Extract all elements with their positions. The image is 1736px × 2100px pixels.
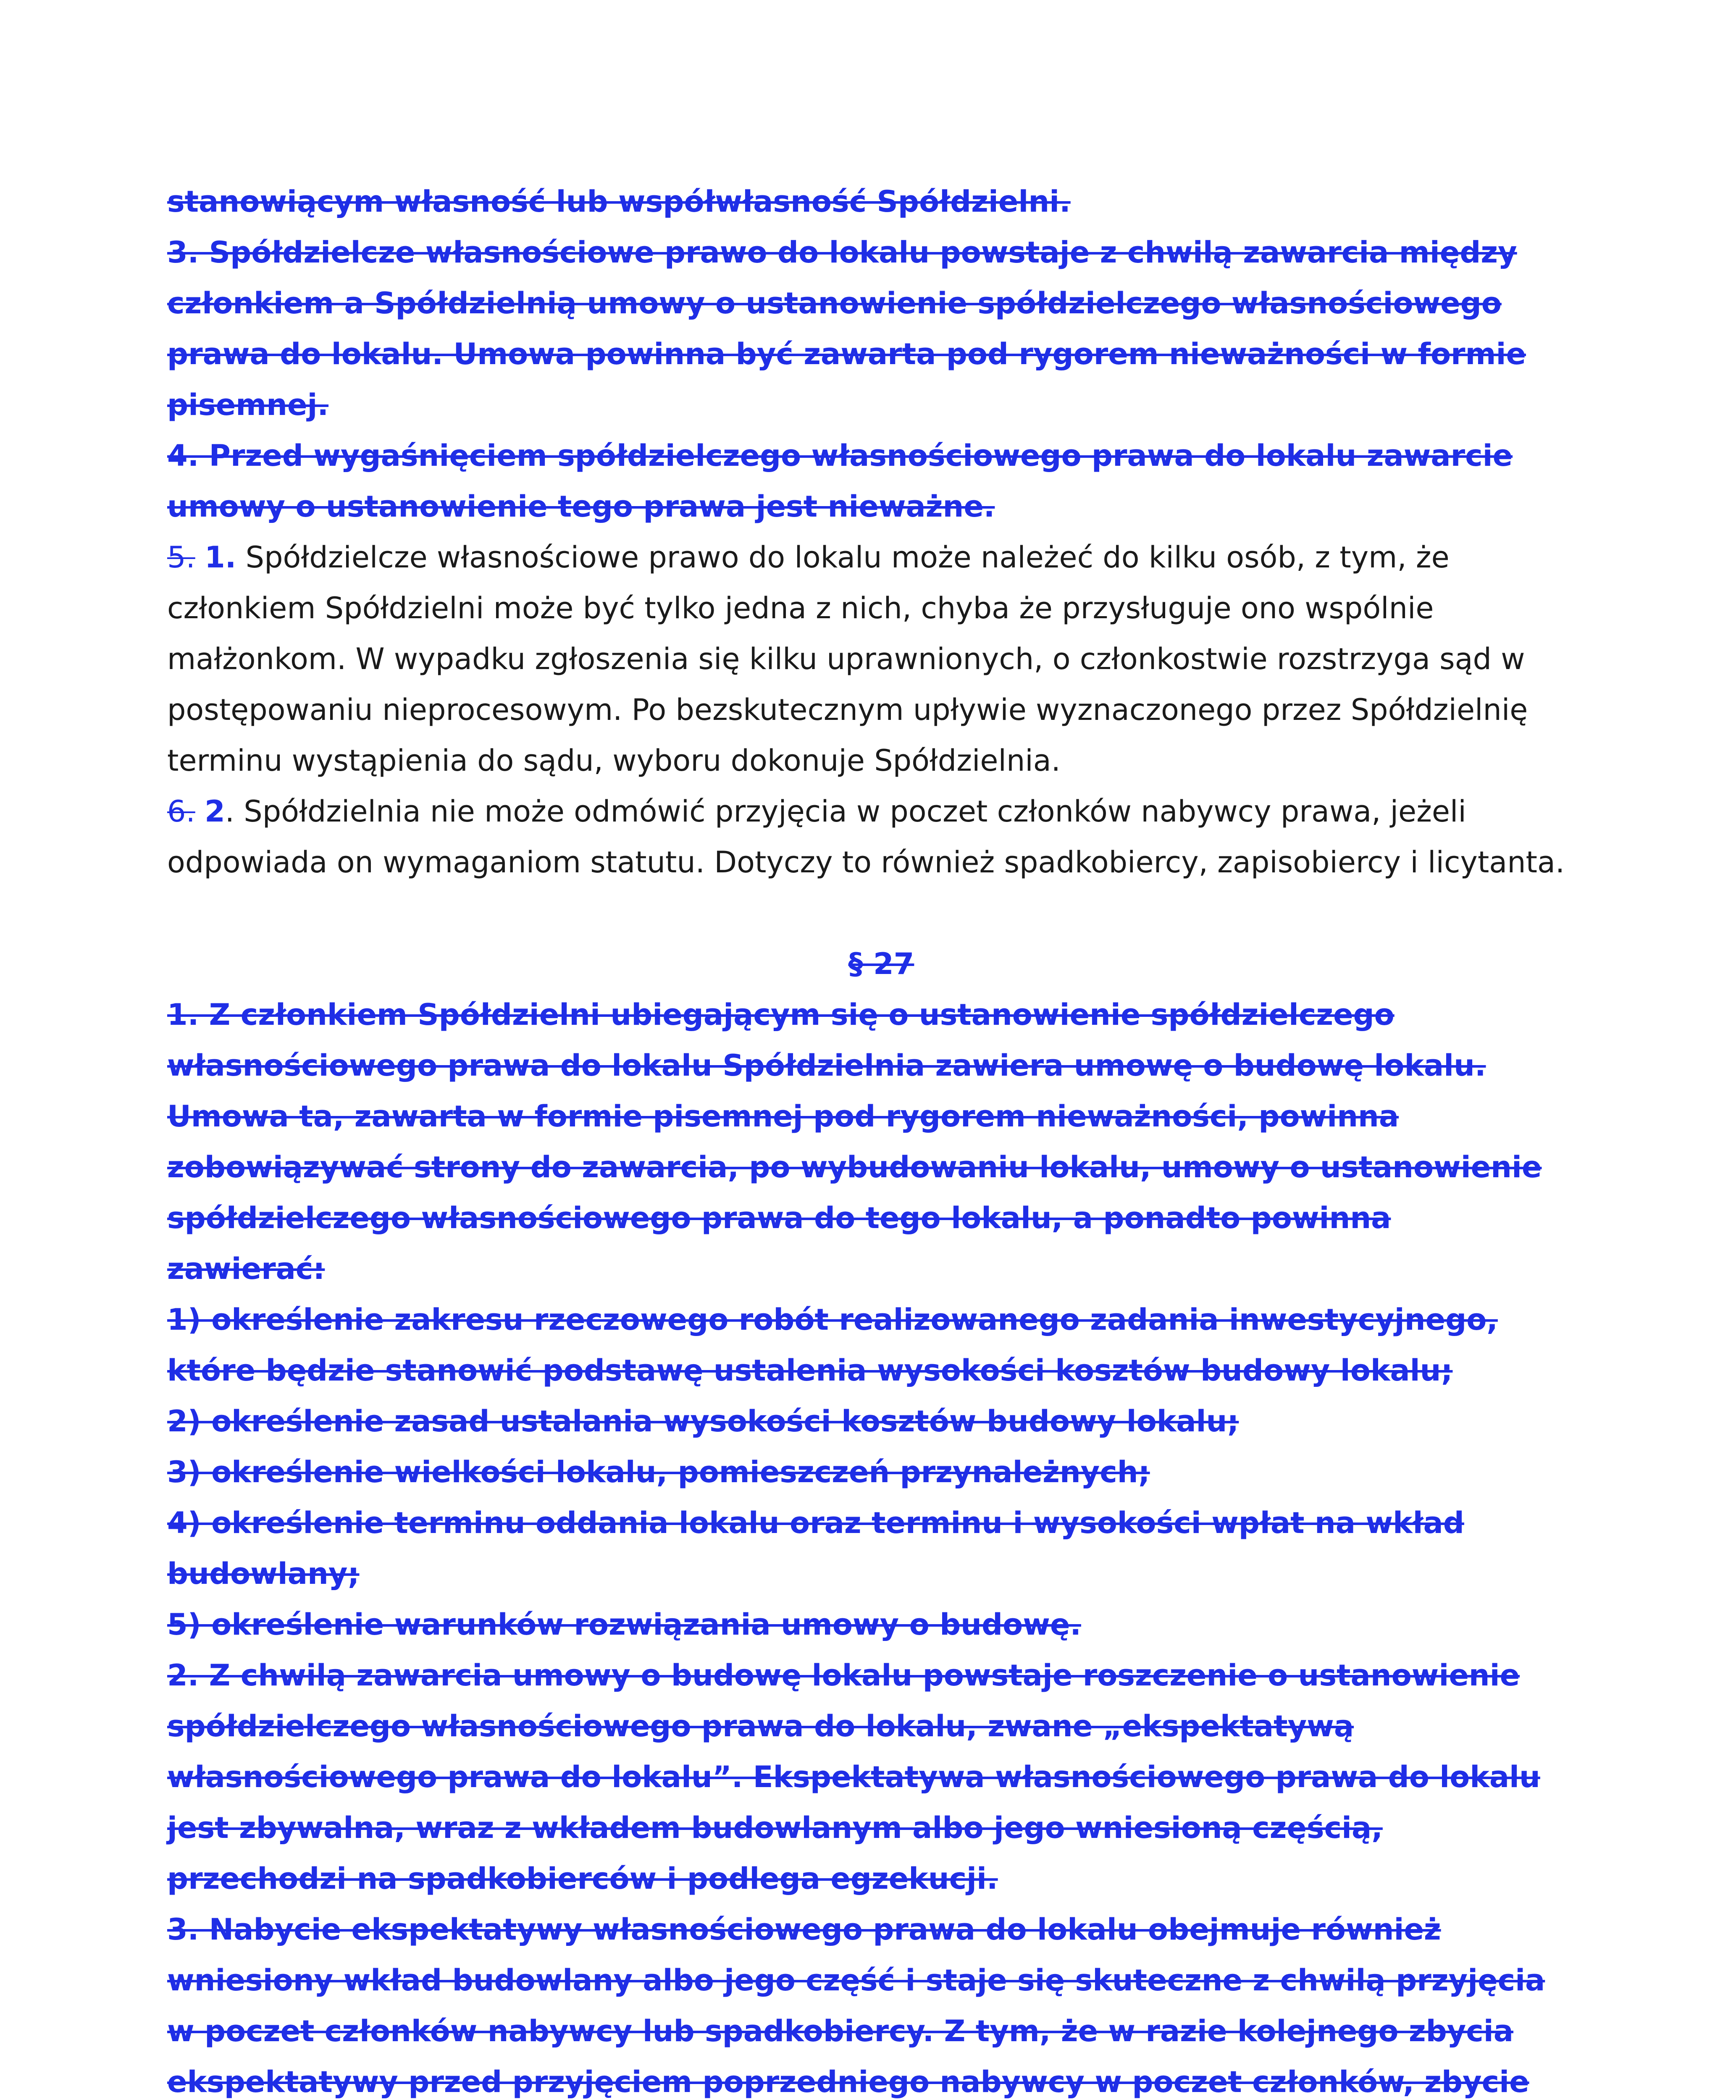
- deleted-line: umowy o ustanowienie tego prawa jest nieważne.: [167, 489, 995, 524]
- paragraph-text: terminu wystąpienia do sądu, wyboru dokonuje Spółdzielnia.: [167, 743, 1061, 778]
- deleted-paragraph-number: 5.: [167, 540, 195, 575]
- deleted-block-b: [167, 990, 1595, 2100]
- deleted-line: jest zbywalna, wraz z wkładem budowlanym albo jego wniesioną częścią,: [167, 1811, 1383, 1845]
- deleted-line: 3) określenie wielkości lokalu, pomieszczeń przynależnych;: [167, 1455, 1150, 1489]
- deleted-line: stanowiącym własność lub współwłasność Spółdzielni.: [167, 184, 1071, 219]
- deleted-line: własnościowego prawa do lokalu”. Ekspektatywa własnościowego prawa do lokalu: [167, 1760, 1540, 1794]
- paragraph-text: postępowaniu nieprocesowym. Po bezskutecznym upływie wyznaczonego przez Spółdzielnię: [167, 693, 1528, 727]
- deleted-line: 4) określenie terminu oddania lokalu oraz terminu i wysokości wpłat na wkład: [167, 1506, 1464, 1540]
- inserted-paragraph-number: 1.: [205, 540, 236, 575]
- deleted-line: 2) określenie zasad ustalania wysokości kosztów budowy lokalu;: [167, 1404, 1239, 1438]
- paragraph-2: [167, 786, 1595, 888]
- deleted-line: spółdzielczego własnościowego prawa do lokalu, zwane „ekspektatywą: [167, 1709, 1354, 1743]
- deleted-line: które będzie stanowić podstawę ustalenia wysokości kosztów budowy lokalu;: [167, 1353, 1453, 1388]
- spacer: [167, 888, 1595, 939]
- deleted-line: budowlany;: [167, 1557, 360, 1591]
- paragraph-text: Spółdzielcze własnościowe prawo do lokalu może należeć do kilku osób, z tym, że: [245, 540, 1450, 575]
- deleted-line: 3. Nabycie ekspektatywy własnościowego prawa do lokalu obejmuje również: [167, 1912, 1441, 1947]
- document-body: [167, 176, 1595, 2100]
- inserted-paragraph-number: 2: [205, 794, 225, 829]
- deleted-line: prawa do lokalu. Umowa powinna być zawarta pod rygorem nieważności w formie: [167, 337, 1526, 371]
- deleted-paragraph-number: 6.: [167, 794, 195, 829]
- deleted-line: 5) określenie warunków rozwiązania umowy o budowę.: [167, 1607, 1081, 1642]
- deleted-line: zawierać:: [167, 1252, 325, 1286]
- paragraph-1: [167, 532, 1595, 786]
- deleted-line: 4. Przed wygaśnięciem spółdzielczego własnościowego prawa do lokalu zawarcie: [167, 438, 1513, 473]
- paragraph-text: odpowiada on wymaganiom statutu. Dotyczy to również spadkobiercy, zapisobiercy i licytanta.: [167, 845, 1565, 879]
- deleted-line: członkiem a Spółdzielnią umowy o ustanowienie spółdzielczego własnościowego: [167, 286, 1502, 320]
- deleted-line: przechodzi na spadkobierców i podlega egzekucji.: [167, 1861, 998, 1896]
- deleted-line: spółdzielczego własnościowego prawa do tego lokalu, a ponadto powinna: [167, 1201, 1391, 1235]
- deleted-line: własnościowego prawa do lokalu Spółdzielnia zawiera umowę o budowę lokalu.: [167, 1048, 1486, 1083]
- deleted-line: wniesiony wkład budowlany albo jego część i staje się skuteczne z chwilą przyjęcia: [167, 1963, 1545, 1998]
- deleted-line: zobowiązywać strony do zawarcia, po wybudowaniu lokalu, umowy o ustanowienie: [167, 1150, 1542, 1184]
- deleted-line: w poczet członków nabywcy lub spadkobiercy. Z tym, że w razie kolejnego zbycia: [167, 2014, 1514, 2048]
- deleted-line: pisemnej.: [167, 388, 329, 422]
- section-heading: § 27: [848, 947, 914, 981]
- deleted-line: 3. Spółdzielcze własnościowe prawo do lokalu powstaje z chwilą zawarcia między: [167, 235, 1517, 270]
- deleted-line: 2. Z chwilą zawarcia umowy o budowę lokalu powstaje roszczenie o ustanowienie: [167, 1658, 1520, 1693]
- paragraph-text: członkiem Spółdzielni może być tylko jedna z nich, chyba że przysługuje ono wspólnie: [167, 591, 1434, 625]
- paragraph-text: . Spółdzielnia nie może odmówić przyjęcia w poczet członków nabywcy prawa, jeżeli: [225, 794, 1466, 829]
- deleted-line: 1. Z członkiem Spółdzielni ubiegającym się o ustanowienie spółdzielczego: [167, 998, 1395, 1032]
- deleted-line: ekspektatywy przed przyjęciem poprzedniego nabywcy w poczet członków, zbycie: [167, 2065, 1529, 2099]
- deleted-line: Umowa ta, zawarta w formie pisemnej pod rygorem nieważności, powinna: [167, 1099, 1399, 1134]
- deleted-block-a: [167, 176, 1595, 532]
- deleted-line: 1) określenie zakresu rzeczowego robót realizowanego zadania inwestycyjnego,: [167, 1302, 1498, 1337]
- paragraph-text: małżonkom. W wypadku zgłoszenia się kilku uprawnionych, o członkostwie rozstrzyga sąd w: [167, 642, 1525, 676]
